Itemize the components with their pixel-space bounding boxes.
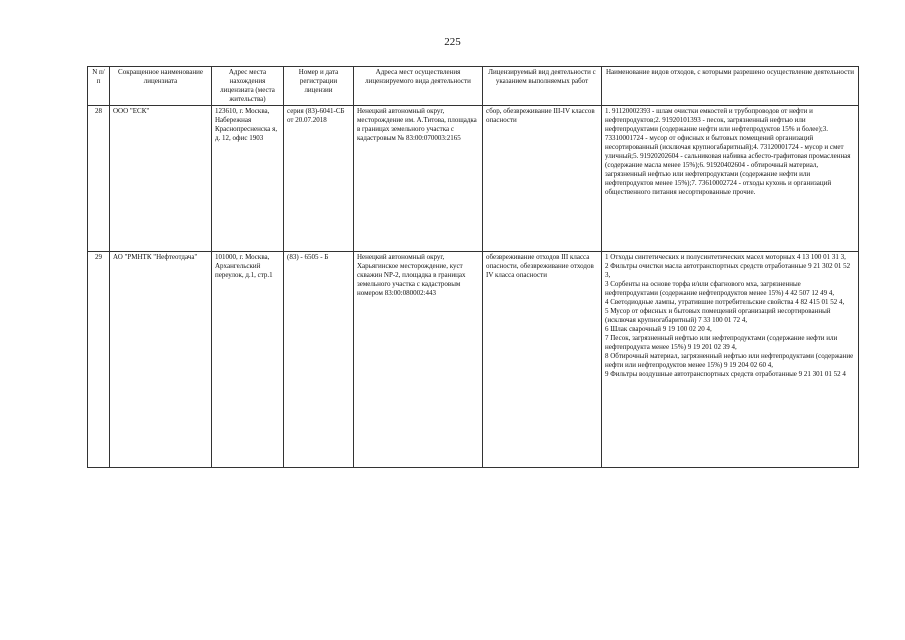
waste-item: 3 Сорбенты на основе торфа и/или сфагнового мха, загрязненные нефтепродуктами (содержание нефтепродуктов менее 15%) 4 42 507 12 49 4, [605,280,835,297]
header-license-number: Номер и дата регистрации лицензии [284,67,354,106]
waste-types [602,252,859,468]
page-number: 225 [444,36,461,48]
license-number: серия (83)-6041-СБ от 20.07.2018 [284,106,354,252]
license-registry-table [87,66,859,468]
waste-item: 7 Песок, загрязненный нефтью или нефтепродуктами (содержание нефти или нефтепродукта менее 15%) 9 19 201 02 39 4, [605,334,838,351]
header-licensee-name: Сокращенное наименование лицензиата [110,67,212,106]
header-waste-types: Наименование видов отходов, с которыми разрешено осуществление деятельности [602,67,859,106]
licensee-name: ООО "ЕСК" [110,106,212,252]
waste-item: 2 Фильтры очистки масла автотранспортных средств отработанные 9 21 302 01 52 3, [605,262,851,279]
waste-item: 8 Обтирочный материал, загрязненный нефтью или нефтепродуктами (содержание нефти или нефтепродуктов менее 15%) 9 19 204 02 60 4, [605,352,854,369]
waste-item: 1 Отходы синтетических и полусинтетических масел моторных 4 13 100 01 31 3, [605,253,846,261]
license-number: (83) - 6505 - Б [284,252,354,468]
activity-sites: Ненецкий автономный округ, Харьягинское месторождение, куст скважин NP-2, площадка в границах земельного участка с кадастровым номером 83:00:080002:443 [354,252,483,468]
waste-types [602,106,859,252]
activity-sites: Ненецкий автономный округ, месторождение им. А.Титова, площадка в границах земельного участка с кадастровым № 83:00:070003:2165 [354,106,483,252]
header-activity-type: Лицензируемый вид деятельности с указанием выполняемых работ [483,67,602,106]
row-number: 28 [88,106,110,252]
licensee-name: АО "РМНТК "Нефтеотдача" [110,252,212,468]
waste-item: 4 Светодиодные лампы, утратившие потребительские свойства 4 82 415 01 52 4, [605,298,845,306]
header-number: N п/п [88,67,110,106]
header-licensee-address: Адрес места нахождения лицензиата (места жительства) [212,67,284,106]
waste-item: 5 Мусор от офисных и бытовых помещений организаций несортированный (исключая крупногабаритный) 7 33 100 01 72 4, [605,307,831,324]
table-header-row [88,67,859,106]
activity-type: сбор, обезвреживание III-IV классов опасности [483,106,602,252]
licensee-address: 101000, г. Москва, Архангельский переулок, д.1, стр.1 [212,252,284,468]
waste-item: 6 Шлак сварочный 9 19 100 02 20 4, [605,325,712,333]
activity-type: обезвреживание отходов III класса опасности, обезвреживание отходов IV класса опасности [483,252,602,468]
table-row [88,106,859,252]
header-activity-sites: Адреса мест осуществления лицензируемого вида деятельности [354,67,483,106]
licensee-address: 123610, г. Москва, Набережная Краснопресненска я, д. 12, офис 1903 [212,106,284,252]
table-row [88,252,859,468]
waste-item: 9 Фильтры воздушные автотранспортных средств отработанные 9 21 301 01 52 4 [605,370,846,378]
waste-item: 1. 91120002393 - шлам очистки емкостей и трубопроводов от нефти и нефтепродуктов;2. 91920101393 - песок, загрязненный нефтью или нефтепродуктами (содержание нефти или нефтепродуктов 15% и более);3. 73310001724 - мусор от офисных и бытовых помещений организаций несортированный (исключая крупногабаритный);4. 73120001724 - мусор и смет уличный;5. 91920202604 - сальниковая набивка асбесто-графитовая промасленная (содержание масла менее 15%);6. 91920402604 - обтирочный материал, загрязненный нефтью или нефтепродуктами (содержание нефти или нефтепродуктов менее 15%);7. 73610002724 - отходы кухонь и организаций общественного питания несортированные прочие. [605,107,851,196]
row-number: 29 [88,252,110,468]
